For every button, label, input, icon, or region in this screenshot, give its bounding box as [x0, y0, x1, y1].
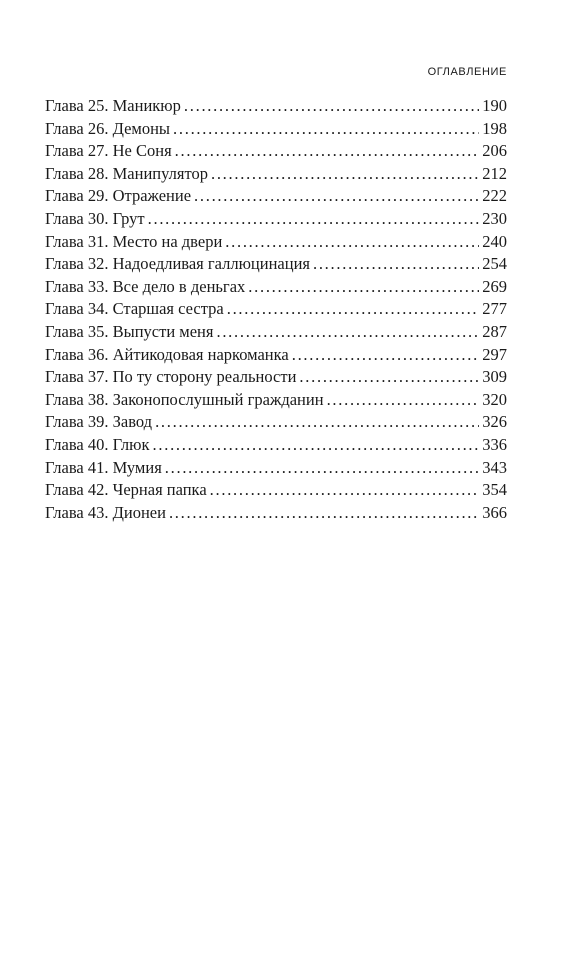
- toc-entry-page: 277: [482, 299, 507, 319]
- toc-dot-leader: [248, 276, 479, 299]
- toc-entry-page: 297: [482, 344, 507, 364]
- toc-dot-leader: [155, 411, 479, 434]
- toc-entry-page: 222: [482, 186, 507, 206]
- toc-dot-leader: [184, 95, 479, 118]
- toc-entry: [45, 276, 507, 299]
- toc-dot-leader: [165, 457, 479, 480]
- toc-dot-leader: [148, 208, 480, 231]
- toc-entry: [45, 344, 507, 367]
- toc-entry-page: 326: [482, 412, 507, 432]
- toc-entry: [45, 118, 507, 141]
- toc-dot-leader: [227, 298, 480, 321]
- toc-entry: [45, 389, 507, 412]
- toc-entry-title: Глава 38. Законопослушный гражданин: [45, 389, 324, 409]
- toc-dot-leader: [175, 140, 480, 163]
- toc-entry-title: Глава 33. Все дело в деньгах: [45, 276, 246, 296]
- toc-entry-title: Глава 42. Черная папка: [45, 480, 207, 500]
- toc-dot-leader: [225, 231, 479, 254]
- toc-entry-page: 336: [482, 434, 507, 454]
- toc-entry: [45, 253, 507, 276]
- toc-entry-page: 254: [482, 254, 507, 274]
- toc-entry-page: 240: [482, 231, 507, 251]
- toc-entry: [45, 208, 507, 231]
- toc-entry-title: Глава 32. Надоедливая галлюцинация: [45, 254, 310, 274]
- toc-entry: [45, 95, 507, 118]
- toc-entry-title: Глава 31. Место на двери: [45, 231, 223, 251]
- toc-entry-title: Глава 43. Дионеи: [45, 502, 166, 522]
- toc-entry-page: 269: [482, 276, 507, 296]
- toc-dot-leader: [153, 434, 480, 457]
- toc-dot-leader: [173, 118, 479, 141]
- toc-entry-title: Глава 39. Завод: [45, 412, 153, 432]
- toc-entry-page: 320: [482, 389, 507, 409]
- toc-dot-leader: [292, 344, 480, 367]
- toc-entry: [45, 479, 507, 502]
- toc-entry-title: Глава 30. Грут: [45, 208, 145, 228]
- toc-entry-page: 309: [482, 367, 507, 387]
- toc-dot-leader: [211, 163, 479, 186]
- toc-entry-title: Глава 28. Манипулятор: [45, 163, 208, 183]
- toc-entry-title: Глава 25. Маникюр: [45, 96, 181, 115]
- toc-entry: [45, 502, 507, 525]
- toc-entry-title: Глава 35. Выпусти меня: [45, 321, 214, 341]
- toc-entry: [45, 366, 507, 389]
- toc-entry-title: Глава 36. Айтикодовая наркоманка: [45, 344, 289, 364]
- toc-entry: [45, 411, 507, 434]
- toc-entry-title: Глава 37. По ту сторону реальности: [45, 367, 297, 387]
- toc-entry-title: Глава 34. Старшая сестра: [45, 299, 224, 319]
- toc-entry-page: 230: [482, 208, 507, 228]
- toc-entry: [45, 140, 507, 163]
- toc-entry: [45, 434, 507, 457]
- toc-entry-page: 366: [482, 502, 507, 522]
- toc-dot-leader: [169, 502, 479, 525]
- toc-dot-leader: [299, 366, 479, 389]
- toc-entry-title: Глава 41. Мумия: [45, 457, 162, 477]
- toc-entry-page: 190: [482, 96, 507, 115]
- toc-entry: [45, 163, 507, 186]
- toc-entry-page: 287: [482, 321, 507, 341]
- toc-entry-page: 212: [482, 163, 507, 183]
- toc-entry-title: Глава 27. Не Соня: [45, 141, 172, 161]
- toc-entry: [45, 298, 507, 321]
- toc-entry: [45, 185, 507, 208]
- running-head: ОГЛАВЛЕНИЕ: [427, 66, 507, 78]
- toc-entry-page: 206: [482, 141, 507, 161]
- toc-dot-leader: [327, 389, 480, 412]
- toc-dot-leader: [194, 185, 479, 208]
- toc-entry-title: Глава 26. Демоны: [45, 118, 171, 138]
- toc-entry-page: 354: [482, 480, 507, 500]
- toc-entry: [45, 321, 507, 344]
- toc-dot-leader: [210, 479, 480, 502]
- toc-entry: [45, 457, 507, 480]
- toc-entry-page: 343: [482, 457, 507, 477]
- table-of-contents: [45, 95, 507, 524]
- toc-dot-leader: [216, 321, 479, 344]
- toc-dot-leader: [313, 253, 479, 276]
- toc-entry-title: Глава 40. Глюк: [45, 434, 150, 454]
- toc-entry: [45, 231, 507, 254]
- toc-entry-title: Глава 29. Отражение: [45, 186, 192, 206]
- toc-entry-page: 198: [482, 118, 507, 138]
